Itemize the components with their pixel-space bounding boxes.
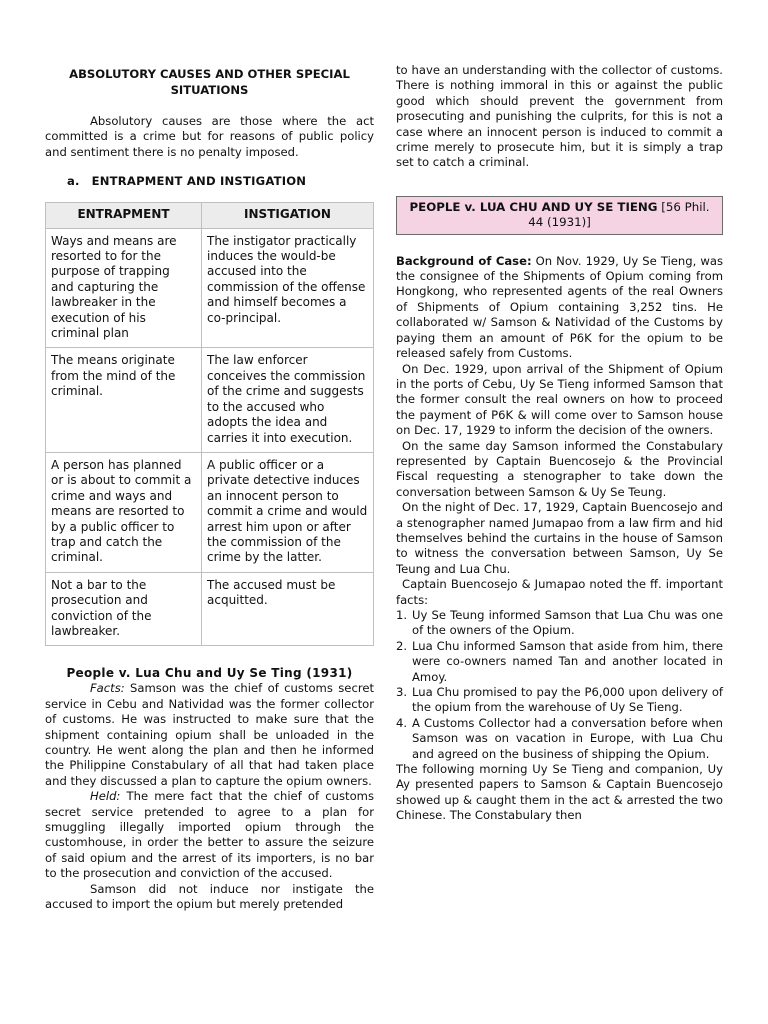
background-label: Background of Case: [396, 253, 532, 268]
table-cell: The instigator practically induces the would-be accused into the commission of the offense and himself becomes a co-principal. [202, 228, 374, 348]
subheading-text: ENTRAPMENT AND INSTIGATION [91, 174, 307, 189]
subheading [67, 174, 374, 188]
table-cell: The accused must be acquitted. [202, 572, 374, 646]
held-text: The mere fact that the chief of customs secret service pretended to agree to a plan for smuggling illegally imported opium through the customhouse, in order the better to assure the seizure of said opium and the arrest of its importers, is no bar to the prosecution and conviction of the accused. [45, 789, 375, 881]
table-cell: A public officer or a private detective induces an innocent person to commit a crime and would arrest him upon or after the commission of the crime by the latter. [202, 452, 374, 572]
table-cell: A person has planned or is about to commit a crime and ways and means are resorted to by a public officer to trap and catch the criminal. [46, 452, 202, 572]
list-item: 3. Lua Chu promised to pay the P6,000 upon delivery of the opium from the warehouse of Uy Se Tieng. [396, 685, 723, 715]
case-heading: People v. Lua Chu and Uy Se Ting (1931) [66, 666, 353, 681]
table-header-row [46, 203, 374, 228]
following-morning-paragraph: The following morning Uy Se Tieng and companion, Uy Ay presented papers to Samson & Captain Buencosejo showed up & caught them in the act & arrested the two Chinese. The Constabulary then [396, 762, 723, 823]
intro-paragraph: Absolutory causes are those where the act committed is a crime but for reasons of public policy and sentiment there is no penalty imposed. [45, 114, 374, 159]
facts-text: Samson was the chief of customs secret service in Cebu and Natividad was the former collector of customs. He was instructed to make sure that the shipment containing opium shall be unloaded in the country. He went along the plan and then he informed the Philippine Constabulary of all that had taken place and they discussed a plan to capture the opium owners. [45, 681, 375, 788]
table-header-instigation: INSTIGATION [202, 203, 374, 228]
table-cell: The law enforcer conceives the commission of the crime and suggests to the accused who adopts the idea and carries it into execution. [202, 348, 374, 452]
facts-list [396, 608, 723, 762]
table-row [46, 572, 374, 646]
continued-paragraph: to have an understanding with the collector of customs. There is nothing immoral in this or against the public good which should prevent the government from prosecuting and punishing the culprits, for this is not a case where an innocent person is induced to commit a crime merely to prosecute him, but it is simply a trap set to catch a criminal. [396, 63, 723, 170]
samson-paragraph: Samson did not induce nor instigate the accused to import the opium but merely pretended [45, 881, 374, 912]
table-row [46, 228, 374, 348]
table-row [46, 452, 374, 572]
noted-facts-paragraph: Captain Buencosejo & Jumapao noted the ff. important facts: [396, 577, 723, 607]
table-row [46, 348, 374, 452]
table-cell: The means originate from the mind of the criminal. [46, 348, 202, 452]
right-column [396, 63, 723, 824]
case-title-box [396, 196, 723, 235]
table-cell: Not a bar to the prosecution and conviction of the lawbreaker. [46, 572, 202, 646]
list-item: 2. Lua Chu informed Samson that aside from him, there were co-owners named Tan and another located in Amoy. [396, 638, 723, 684]
same-day-paragraph: On the same day Samson informed the Constabulary represented by Captain Buencosejo & the Provincial Fiscal requesting a stenographer to take down the conversation between Samson & Uy Se Teung. [396, 438, 723, 499]
held-paragraph [45, 789, 374, 881]
left-column [45, 63, 374, 912]
night-paragraph: On the night of Dec. 17, 1929, Captain Buencosejo and a stenographer named Jumapao from a law firm and hid themselves behind the curtains in the house of Samson to witness the conversation between Samson, Uy Se Teung and Lua Chu. [396, 500, 723, 576]
facts-label: Facts: [90, 681, 125, 696]
list-item: 4. A Customs Collector had a conversation before when Samson was on vacation in Europe, with Lua Chu and agreed on the business of shipping the Opium. [396, 715, 723, 761]
page-title: ABSOLUTORY CAUSES AND OTHER SPECIAL SITUATIONS [69, 67, 350, 97]
table-cell: Ways and means are resorted to for the purpose of trapping and capturing the lawbreaker in the execution of his criminal plan [46, 228, 202, 348]
table-header-entrapment: ENTRAPMENT [46, 203, 202, 228]
case-citation: [56 Phil. 44 (1931)] [528, 199, 710, 230]
subheading-letter: a. [67, 174, 80, 189]
comparison-table [45, 202, 374, 646]
background-text: On Nov. 1929, Uy Se Tieng, was the consignee of the Shipments of Opium coming from Hongkong, who represented agents of the real Owners of Shipments of Opium containing 3,252 tins. He collaborated w/ Samson & Natividad of the Customs by paying them an amount of P6K for the opium to be released safely from Customs. [396, 253, 723, 361]
facts-paragraph [45, 681, 374, 789]
held-label: Held: [90, 789, 121, 804]
case-title: PEOPLE v. LUA CHU AND UY SE TIENG [409, 199, 658, 214]
list-item: 1. Uy Se Teung informed Samson that Lua Chu was one of the owners of the Opium. [396, 608, 723, 638]
background-paragraph [396, 254, 723, 362]
dec-paragraph: On Dec. 1929, upon arrival of the Shipment of Opium in the ports of Cebu, Uy Se Tieng informed Samson that the former consult the real owners on how to proceed the payment of P6K & will come over to Samson house on Dec. 17, 1929 to inform the decision of the owners. [396, 361, 723, 438]
